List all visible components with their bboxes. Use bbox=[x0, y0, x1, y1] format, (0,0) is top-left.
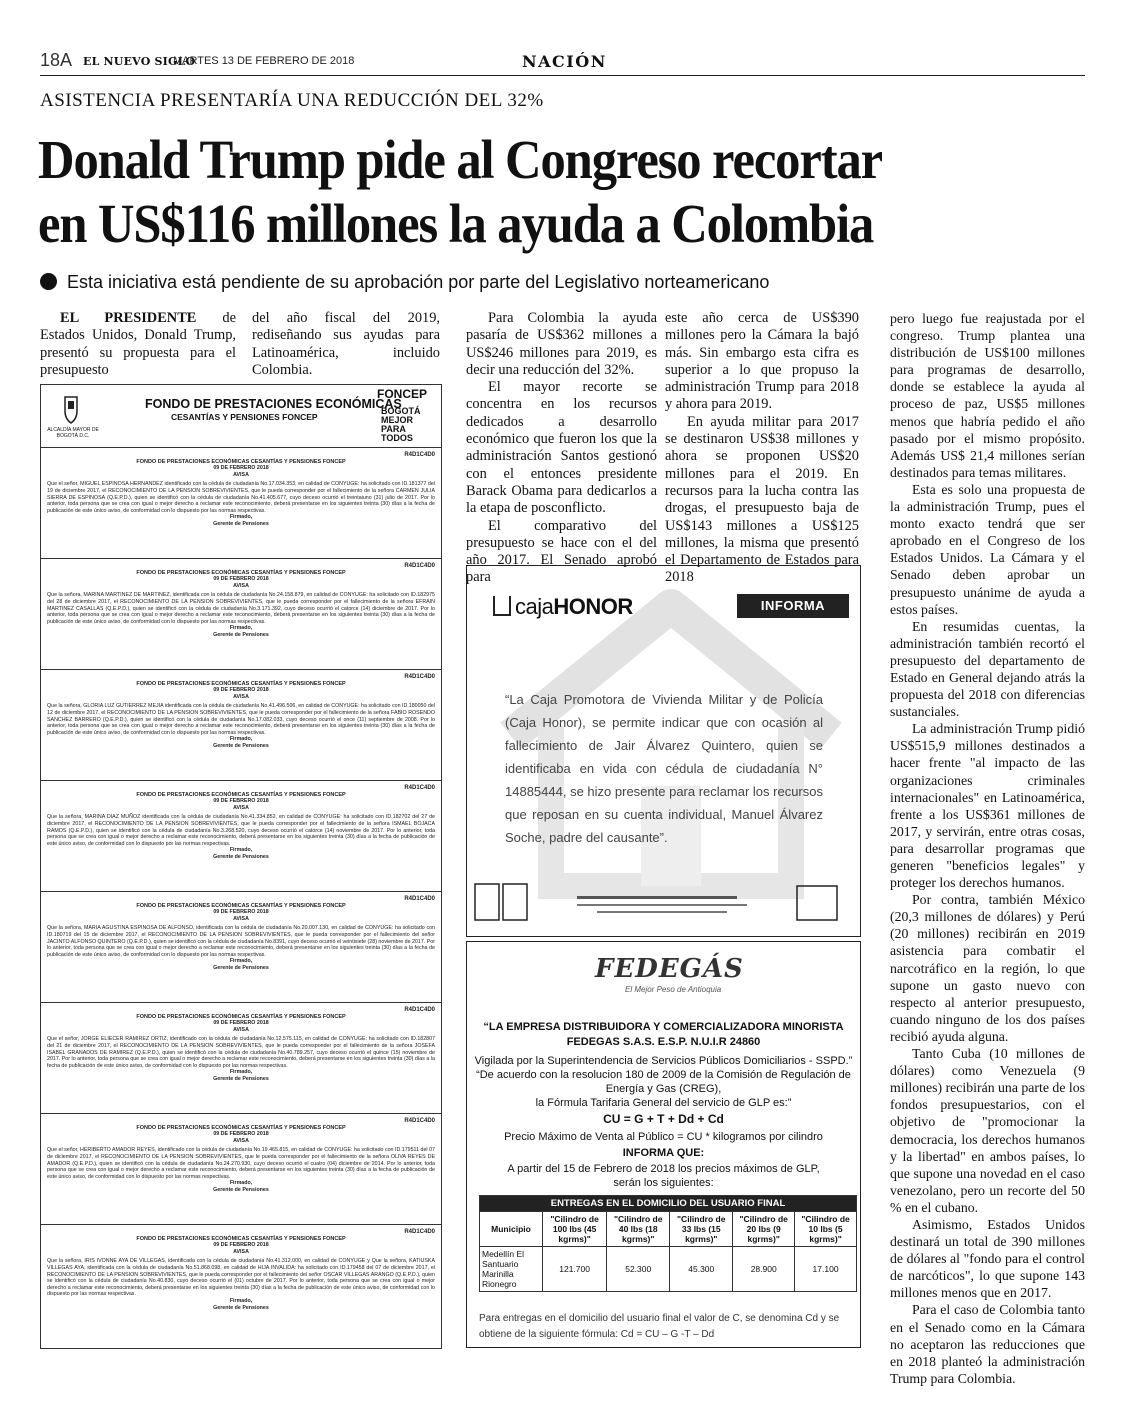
kicker: ASISTENCIA PRESENTARÍA UNA REDUCCIÓN DEL 32% bbox=[40, 90, 544, 111]
fedegas-logo: FEDEGÁS bbox=[595, 954, 744, 984]
notice-signed: Firmado, bbox=[229, 847, 253, 854]
notice-signed: Firmado, bbox=[229, 1180, 253, 1187]
price-cell: 28.900 bbox=[733, 1247, 795, 1292]
fedegas-line-4: “De acuerdo con la resolucion 180 de 2009 de la Comisión de Regulación de bbox=[476, 1069, 851, 1081]
notice-body: Que el señor, HERIBERTO AMADOR REYES, identificado con la cédula de ciudadanía No.19.465.815, en calidad de CONYUGE: ha solicitado con ID.179511 del 07 de diciembre 2017, el RECONOCIMIENTO DE LA PENSION SOBREVIVIENTES, que le pueda corresponder por el fallecimiento de la señora OLIVA REYES DE AMADOR (Q.E.P.D.), quien se identificó con la cédula de ciudadanía No.24.270.930, cuyo deceso ocurrió el cuatro (04) diciembre de 2014. Por lo anterior, toda persona que se crea con igual o mejor derecho a reclamar este reconocimiento, deberá presentarse en los siguientes treinta (30) días a la fecha de publicación de este único aviso, de conformidad con lo dispuesto por las normas respectivas. bbox=[47, 1147, 435, 1180]
article-column-2 bbox=[252, 310, 440, 379]
notice-code: R4D1C4D0 bbox=[404, 674, 435, 680]
col-cilindro-10: "Cilindro de 10 lbs (5 kgrms)" bbox=[795, 1212, 857, 1247]
fedegas-slogan: El Mejor Peso de Antioquia bbox=[625, 985, 722, 994]
column-2-text: del año fiscal del 2019, rediseñando sus ayudas para Latinoamérica, incluido Colombia. bbox=[252, 310, 440, 378]
newspaper-name: EL NUEVO SIGLO bbox=[83, 55, 196, 68]
notice-item bbox=[41, 781, 441, 892]
fedegas-line-5: Energía y Gas (CREG), bbox=[605, 1083, 722, 1095]
notice-signed: Firmado, bbox=[229, 736, 253, 743]
paragraph: pero luego fue reajustada por el congreso. Trump plantea una distribución de US$100 millones para programas de desarrollo, donde se establece la ayuda al proceso de paz, US$5 millones menos que habría pedido el año pasado por el mismo propósito. Además US$ 21,4 millones serían destinados para temas militares. bbox=[890, 311, 1085, 480]
section-title: NACIÓN bbox=[522, 52, 607, 71]
notice-date: 09 DE FEBRERO 2018 bbox=[213, 1242, 269, 1249]
article-column-3 bbox=[466, 310, 657, 587]
fedegas-informa: INFORMA QUE: bbox=[622, 1147, 705, 1159]
notice-code: R4D1C4D0 bbox=[404, 452, 435, 458]
fedegas-line-9: serán los siguientes: bbox=[613, 1177, 714, 1189]
cajahonor-footer-logos bbox=[467, 876, 860, 936]
notice-signer: Gerente de Pensiones bbox=[213, 853, 269, 860]
price-table-header bbox=[480, 1212, 857, 1247]
notice-body: Que la señora, IRIS IVONNE AYA DE VILLEGAS, identificada con la cédula de ciudadanía No.41.312.000, en calidad de CONYUGE y Que la señora, KATIUSKA VILLEGAS AYA, identificada con la cédula de ciudadanía No.51.868.098, en calidad de HIJA INVALIDA: ha solicitado con ID.179458 del 07 de diciembre 2017, el RECONOCIMIENTO DE LA PENSION SOBREVIVIENTES, que le pueda corresponder por el fallecimiento del señor OSCAR VILLEGAS ARANGO (Q.E.P.D.), quien se identificó con la cédula de ciudadanía No.40.830, cuyo deceso ocurrió el (01) octubre de 2017. Por lo anterior, toda persona que se crea con igual o mejor derecho a reclamar este reconocimiento, deberá presentarse en los siguientes treinta (30) días a la fecha de publicación de este único aviso, de conformidad con lo dispuesto por las normas respectivas. bbox=[47, 1258, 435, 1298]
notice-date: 09 DE FEBRERO 2018 bbox=[213, 909, 269, 916]
paragraph: Esta es solo una propuesta de la administración Trump, pues el monto exacto tendrá que ser aprobado en el Congreso de los Estados Unidos. La Cámara y el Senado deben aprobar un presupuesto unánime de ayuda a estos países. bbox=[890, 481, 1085, 617]
paragraph: En ayuda militar para 2017 se destinaron US$38 millones y ahora se proponen US$20 millones para el 2019. En recursos para la lucha contra las drogas, el presupuesto baja de US$143 millones a US$125 millones, la misma que presentó el Departamento de Estados para 2018 bbox=[665, 413, 859, 586]
fedegas-line-7: Precio Máximo de Venta al Público = CU * kilogramos por cilindro bbox=[504, 1131, 823, 1143]
notice-signer: Gerente de Pensiones bbox=[213, 631, 269, 638]
paragraph: Por contra, también México (20,3 millones de dólares) y Perú (20 millones) recibirán en 2019 asistencia para combatir el narcotráfico en la región, lo que supone un gasto nuevo con respecto al anterior presupuesto, cuando ninguno de los dos países recibió ayuda alguna. bbox=[890, 892, 1085, 1044]
notice-body: Que la señora, GLORIA LUZ GUTIERREZ MEJIA identificada con la cédula de ciudadanía No.41.496.506, en calidad de CONYUGE: ha solicitado con ID.180050 del 12 de diciembre 2017, el RECONOCIMIENTO DE LA PENSION SOBREVIVIENTES, que le pueda corresponder por el fallecimiento de la señora FABIO ROSENDO SANCHEZ BARRERO (Q.E.P.D.), quien se identificó con la cédula de ciudadanía No.17.082.033, cuyo deceso ocurrió el once (11) septiembre de 2008. Por lo anterior, toda persona que se crea con igual o mejor derecho a reclamar este reconocimiento, deberá presentarse en los siguientes treinta (30) días a la fecha de publicación de este único aviso, de conformidad con lo dispuesto por las normas respectivas. bbox=[47, 703, 435, 736]
municipios-cell: Medellín El Santuario Marinilla Rionegro bbox=[480, 1247, 543, 1292]
fedegas-ad bbox=[466, 941, 861, 1348]
notice-label: AVISA bbox=[233, 1137, 249, 1144]
notice-date: 09 DE FEBRERO 2018 bbox=[213, 1131, 269, 1138]
headline-line-1: Donald Trump pide al Congreso recortar bbox=[38, 129, 883, 190]
price-cell: 45.300 bbox=[670, 1247, 733, 1292]
notice-code: R4D1C4D0 bbox=[404, 1007, 435, 1013]
notice-signer: Gerente de Pensiones bbox=[213, 742, 269, 749]
price-table-title: ENTREGAS EN EL DOMICILIO DEL USUARIO FINAL bbox=[480, 1196, 857, 1212]
col-cilindro-40: "Cilindro de 40 lbs (18 kgrms)" bbox=[607, 1212, 670, 1247]
fedegas-line-6: la Fórmula Tarifaria General del servicio de GLP es:” bbox=[535, 1097, 792, 1109]
fedegas-line-2: FEDEGAS S.A.S. E.S.P. N.U.I.R 24860 bbox=[566, 1036, 761, 1048]
brand-light: caja bbox=[515, 594, 554, 619]
paragraph: Para Colombia la ayuda pasaría de US$362 millones a US$246 millones para 2019, es decir una reducción del 32%. bbox=[466, 310, 657, 378]
logo-caption: ALCALDÍA MAYOR DE BOGOTÁ D.C. bbox=[47, 427, 99, 439]
foncep-logo: FONCEP bbox=[377, 387, 428, 401]
notice-header: FONDO DE PRESTACIONES ECONÓMICAS CESANTÍAS Y PENSIONES FONCEP bbox=[136, 1013, 346, 1020]
notice-body: Que el señor, MIGUEL ESPINOSA HERNANDEZ identificado con la cédula de ciudadanía No.17.034.353, en calidad de CONYUGE: ha solicitado con ID.181377 del 19 de diciembre 2017, el RECONOCIMIENTO DE LA PENSION SOBREVIVIENTES, que le pueda corresponder por el fallecimiento de la señora CARMEN JULIA SIERRA DE ESPINOSA (Q.E.P.D.), quien se identificó con la cédula de ciudadanía No.41.405.677, cuyo deceso ocurrió el treintaiuno (31) julio de 2017. Por lo anterior, toda persona que se crea con igual o mejor derecho a reclamar este reconocimiento, deberá presentarse en los siguientes treinta (30) días a la fecha de publicación de este único aviso, de conformidad con lo dispuesto por las normas respectivas. bbox=[47, 481, 435, 514]
notice-header: FONDO DE PRESTACIONES ECONÓMICAS CESANTÍAS Y PENSIONES FONCEP bbox=[136, 1235, 346, 1242]
paragraph: Tanto Cuba (10 millones de dólares) como Venezuela (9 millones) recibirán una parte de los fondos presupuestarios, con el objetivo de "promocionar la democracia, los derechos humanos y la libertad" en ambos países, lo que supone una novedad en el caso venezolano, pero un recorte del 50 % en el cubano. bbox=[890, 1046, 1086, 1215]
notice-body: Que la señora, MARINA DIAZ MUÑOZ identificada con la cédula de ciudadanía No.41.334.852, en calidad de CONYUGE: ha solicitado con ID.182702 del 27 de diciembre 2017, el RECONOCIMIENTO DE LA PENSION SOBREVIVIENTES, que le pueda corresponder por el fallecimiento de la señora ISMAEL BOJACA RAMOS (Q.E.P.D.), quien se identificó con la cédula de ciudadanía No.3.268.520, cuyo deceso ocurrió el catorce (14) noviembre de 2017. Por lo anterior, toda persona que se crea con igual o mejor derecho a reclamar este reconocimiento, deberá presentarse en los siguientes treinta (30) días a la fecha de publicación de este único aviso, de conformidad con lo dispuesto por las normas respectivas. bbox=[47, 814, 435, 847]
subheadline bbox=[40, 272, 769, 293]
price-table-row bbox=[480, 1247, 857, 1292]
bogota-logo: BOGOTÁ MEJOR PARA TODOS bbox=[381, 406, 421, 443]
lead-paragraph bbox=[40, 310, 236, 379]
notice-item bbox=[41, 1003, 441, 1114]
notice-signer: Gerente de Pensiones bbox=[213, 1186, 269, 1193]
notice-label: AVISA bbox=[233, 804, 249, 811]
paragraph: La administración Trump pidió US$515,9 millones destinados a hacer frente "al impacto de las organizaciones criminales internacionales" en Latinoamérica, frente a los US$361 millones de 2017, y servirán, entre otras cosas, para desarrollar programas que generen "beneficios legales" y proteger los derechos humanos. bbox=[890, 721, 1085, 891]
article-column-5 bbox=[890, 310, 1085, 1387]
notice-label: AVISA bbox=[233, 693, 249, 700]
notice-header: FONDO DE PRESTACIONES ECONÓMICAS CESANTÍAS Y PENSIONES FONCEP bbox=[136, 1124, 346, 1131]
article-column-1 bbox=[40, 310, 236, 379]
price-cell: 121.700 bbox=[543, 1247, 607, 1292]
notice-item bbox=[41, 1114, 441, 1225]
notice-date: 09 DE FEBRERO 2018 bbox=[213, 465, 269, 472]
notice-code: R4D1C4D0 bbox=[404, 1118, 435, 1124]
notice-item bbox=[41, 448, 441, 559]
page-number: 18A bbox=[40, 50, 73, 70]
notice-date: 09 DE FEBRERO 2018 bbox=[213, 798, 269, 805]
notice-header: FONDO DE PRESTACIONES ECONÓMICAS CESANTÍAS Y PENSIONES FONCEP bbox=[136, 791, 346, 798]
fedegas-line-1: “LA EMPRESA DISTRIBUIDORA Y COMERCIALIZADORA MINORISTA bbox=[483, 1021, 844, 1033]
headline bbox=[38, 128, 1013, 256]
paragraph: El mayor recorte se concentra en los recursos dedicados a desarrollo económico que fueron los que la administración Santos gestionó con el entonces presidente Barack Obama para dedicarlos a la etapa de posconflicto. bbox=[466, 379, 657, 517]
notice-label: AVISA bbox=[233, 915, 249, 922]
col-cilindro-20: "Cilindro de 20 lbs (9 kgrms)" bbox=[733, 1212, 795, 1247]
notice-label: AVISA bbox=[233, 1026, 249, 1033]
notice-item bbox=[41, 670, 441, 781]
notice-code: R4D1C4D0 bbox=[404, 1229, 435, 1235]
col-cilindro-100: "Cilindro de 100 lbs (45 kgrms)" bbox=[543, 1212, 607, 1247]
price-cell: 52.300 bbox=[607, 1247, 670, 1292]
notice-code: R4D1C4D0 bbox=[404, 785, 435, 791]
col-municipio: Municipio bbox=[480, 1212, 543, 1247]
paragraph: Asimismo, Estados Unidos destinará un total de 390 millones de dólares al "fondo para el control de narcóticos", lo que supone 143 millones menos que en 2017. bbox=[890, 1216, 1085, 1301]
fedegas-note: Para entregas en el domicilio del usuario final el valor de C, se denomina Cd y se obtiene de la siguiente fórmula: Cd = CU – G -T – Dd bbox=[479, 1313, 840, 1340]
notice-signer: Gerente de Pensiones bbox=[213, 964, 269, 971]
notice-label: AVISA bbox=[233, 471, 249, 478]
notice-header: FONDO DE PRESTACIONES ECONÓMICAS CESANTÍAS Y PENSIONES FONCEP bbox=[136, 569, 346, 576]
fedegas-line-8: A partir del 15 de Febrero de 2018 los precios máximos de GLP, bbox=[507, 1163, 820, 1175]
notice-item bbox=[41, 892, 441, 1003]
paragraph: El comparativo del presupuesto se hace con el del año 2017. El Senado aprobó para bbox=[466, 517, 657, 586]
notice-signed: Firmado, bbox=[229, 1069, 253, 1076]
issue-date: MARTES 13 DE FEBRERO DE 2018 bbox=[173, 55, 355, 67]
notice-date: 09 DE FEBRERO 2018 bbox=[213, 576, 269, 583]
notice-header: FONDO DE PRESTACIONES ECONÓMICAS CESANTÍAS Y PENSIONES FONCEP bbox=[136, 458, 346, 465]
notice-item bbox=[41, 559, 441, 670]
notice-header: FONDO DE PRESTACIONES ECONÓMICAS CESANTÍAS Y PENSIONES FONCEP bbox=[136, 902, 346, 909]
headline-line-2: en US$116 millones la ayuda a Colombia bbox=[38, 193, 874, 254]
bullet-icon bbox=[40, 273, 57, 290]
lead-words: EL PRESIDENTE bbox=[60, 310, 197, 326]
notice-signer: Gerente de Pensiones bbox=[213, 1304, 269, 1311]
informa-tag: INFORMA bbox=[737, 594, 849, 618]
notice-date: 09 DE FEBRERO 2018 bbox=[213, 1020, 269, 1027]
foncep-header bbox=[41, 385, 441, 448]
lead-text: de Estados Unidos, Donald Trump, presentó su propuesta para el presupuesto bbox=[40, 310, 236, 378]
notice-signer: Gerente de Pensiones bbox=[213, 520, 269, 527]
paragraph: En resumidas cuentas, la administración también recortó el presupuesto del departamento de Estado en General dejando atrás la propuesta del 2018 con diferencias sustanciales. bbox=[890, 618, 1085, 720]
notice-code: R4D1C4D0 bbox=[404, 896, 435, 902]
notice-label: AVISA bbox=[233, 1248, 249, 1255]
price-cell: 17.100 bbox=[795, 1247, 857, 1292]
notice-header: FONDO DE PRESTACIONES ECONÓMICAS CESANTÍAS Y PENSIONES FONCEP bbox=[136, 680, 346, 687]
foncep-notices bbox=[40, 384, 442, 1349]
notice-body: Que la señora, MARINA MARTINEZ DE MARTINEZ, identificada con la cédula de ciudadanía No.24.158.879, en calidad de CONYUGE: ha solicitado con ID.182975 del 28 de diciembre 2017, el RECONOCIMIENTO DE LA PENSION SOBREVIVIENTES, que le pueda corresponder por el fallecimiento de la señora EFRAIN MARTINEZ CASALLAS (Q.E.P.D.), quien se identificó con la cédula de ciudadanía No.3.171.392, cuyo deceso ocurrió el catorce (14) diciembre de 2017. Por lo anterior, toda persona que se crea con igual o mejor derecho a reclamar este reconocimiento, deberá presentarse en los siguientes treinta (30) días a la fecha de publicación de este único aviso, de conformidad con lo dispuesto por las normas respectivas. bbox=[47, 592, 435, 625]
notice-signed: Firmado, bbox=[229, 514, 253, 521]
cajahonor-ad bbox=[466, 565, 861, 937]
notice-label: AVISA bbox=[233, 582, 249, 589]
notice-date: 09 DE FEBRERO 2018 bbox=[213, 687, 269, 694]
cajahonor-quote: “La Caja Promotora de Vivienda Militar y de Policía (Caja Honor), se permite indicar que con ocasión al fallecimiento de Jair Álvarez Quintero, quien se identificaba en vida con cédula de ciudadanía N° 14885444, se hizo presente para reclamar los recursos que reposan en su cuenta individual, Manuel Álvarez Soche, padre del causante”. bbox=[505, 692, 823, 845]
col-cilindro-33: "Cilindro de 33 lbs (15 kgrms)" bbox=[670, 1212, 733, 1247]
fedegas-formula: CU = G + T + Dd + Cd bbox=[603, 1112, 724, 1126]
article-column-4 bbox=[665, 310, 859, 587]
notice-signed: Firmado, bbox=[229, 1297, 253, 1304]
notice-item bbox=[41, 1225, 441, 1336]
notices-title: FONDO DE PRESTACIONES ECONÓMICAS bbox=[145, 397, 402, 411]
notice-signed: Firmado, bbox=[229, 625, 253, 632]
paragraph: este año cerca de US$390 millones pero la Cámara la bajó más. Sin embargo esta cifra es superior a lo que propuso la administración Trump para 2018 y ahora para 2019. bbox=[665, 310, 859, 413]
notice-body: Que la señora, MARIA AGUSTINA ESPINOSA DE ALFONSO, identificada con la cédula de ciudadanía No.20.007.130, en calidad de CONYUGE: ha solicitado con ID.180719 del 15 de diciembre 2017, el RECONOCIMIENTO DE LA PENSION SOBREVIVIENTES, que le pueda corresponder por el fallecimiento del señor JACINTO ALFONSO QUINTERO (Q.E.P.D.), quien se identificó con la cédula de ciudadanía No.8391, cuyo deceso ocurrió el veintisiete (28) noviembre de 2017. Por lo anterior, toda persona que se crea con igual o mejor derecho a reclamar este reconocimiento, deberá presentarse en los siguientes treinta (30) días a la fecha de publicación de este único aviso, de conformidad con lo dispuesto por las normas respectivas. bbox=[47, 925, 435, 958]
notice-code: R4D1C4D0 bbox=[404, 563, 435, 569]
price-table bbox=[479, 1195, 857, 1292]
flag-icon bbox=[493, 596, 511, 616]
notices-subtitle: CESANTÍAS Y PENSIONES FONCEP bbox=[171, 412, 318, 422]
cajahonor-logo bbox=[493, 594, 633, 620]
notice-list bbox=[41, 448, 441, 1336]
notice-signed: Firmado, bbox=[229, 958, 253, 965]
notice-signer: Gerente de Pensiones bbox=[213, 1075, 269, 1082]
subheadline-text: Esta iniciativa está pendiente de su aprobación por parte del Legislativo norteamericano bbox=[67, 272, 770, 292]
fedegas-line-3: Vigilada por la Superintendencia de Servicios Públicos Domiciliarios - SSPD.” bbox=[474, 1055, 853, 1067]
brand-bold: HONOR bbox=[553, 594, 633, 619]
notice-body: Que el señor, JORGE ELIECER RAMIREZ ORTIZ, identificado con la cédula de ciudadanía No.12.575.115, en calidad de CONYUGE: ha solicitado con ID.182807 del 21 de diciembre 2017, el RECONOCIMIENTO DE LA PENSION SOBREVIVIENTES, que le pueda corresponder por el fallecimiento de la señora JOSEFA ISABEL GRANADOS DE RAMIREZ (Q.E.P.D.), quien se identificó con la cédula de ciudadanía No.40.789.257, cuyo deceso ocurrió el quince (15) noviembre de 2017. Por lo anterior, toda persona que se crea con igual o mejor derecho a reclamar este reconocimiento, deberá presentarse en los siguientes treinta (30) días a la fecha de publicación de este único aviso, de conformidad con lo dispuesto por las normas respectivas. bbox=[47, 1036, 435, 1069]
paragraph: Para el caso de Colombia tanto en el Senado como en la Cámara no aceptaron las reducciones que en 2018 planteó la administración Trump para Colombia. bbox=[890, 1302, 1085, 1386]
masthead-rule bbox=[40, 75, 1085, 76]
